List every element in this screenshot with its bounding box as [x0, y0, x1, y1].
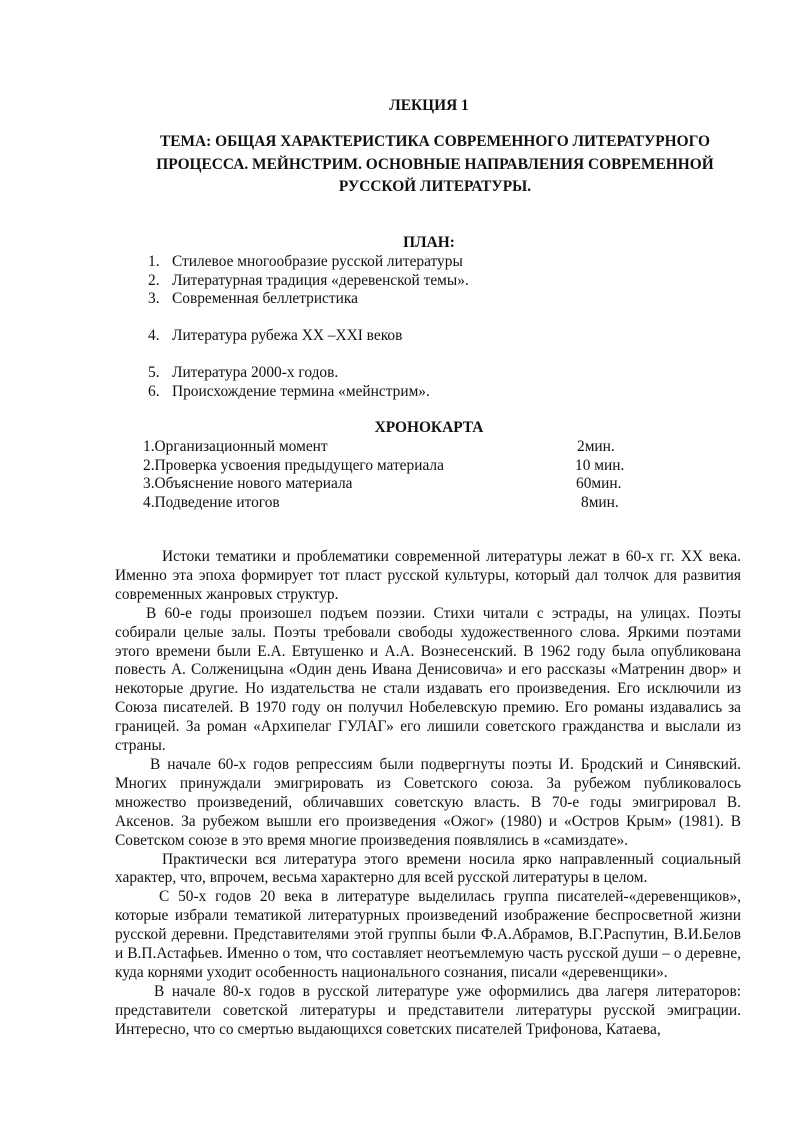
plan-item: [148, 383, 430, 401]
plan-item-number: 3.: [148, 290, 160, 307]
chronocard-step: 4.Подведение итогов: [143, 494, 280, 511]
plan-item: [148, 253, 463, 271]
body-paragraph: С 50-х годов 20 века в литературе выделилась группа писателей-«деревенщиков», которые избрали тематикой литературных произведений изображение беспросветной жизни русской деревни. Представителями этой группы были Ф.А.Абрамов, В.Г.Распутин, В.И.Белов и В.П.Астафьев. Именно о том, что составляет неотъемлемую часть русской души – о деревне, куда корнями уходит особенность национального сознания, писали «деревенщики».: [115, 888, 741, 981]
body-paragraph: В начале 60-х годов репрессиям были подвергнуты поэты И. Бродский и Синявский. Многих принуждали эмигрировать из Советского союза. За рубежом публиковалось множество произведений, обличавших советскую власть. В 70-е годы эмигрировал В. Аксенов. За рубежом вышли его произведения «Ожог» (1980) и «Остров Крым» (1981). В Советском союзе в это время многие произведения появлялись в «самиздате».: [115, 755, 741, 849]
chronocard-time: 10 мин.: [575, 457, 625, 474]
plan-item-text: Современная беллетристика: [172, 290, 358, 307]
chronocard-row: [143, 438, 643, 457]
plan-item: [148, 327, 402, 345]
plan-item-text: Происхождение термина «мейнстрим».: [172, 383, 430, 400]
body-paragraph: Истоки тематики и проблематики современной литературы лежат в 60-х гг. XX века. Именно эта эпоха формирует тот пласт русской культуры, который дал толчок для развития современных жанровых структур.: [115, 548, 741, 603]
chronocard-time: 8мин.: [581, 494, 619, 511]
chronocard-row: [143, 494, 643, 513]
plan-item-number: 2.: [148, 272, 160, 289]
plan-heading: ПЛАН:: [403, 234, 455, 251]
chronocard-time: 2мин.: [577, 438, 615, 455]
chronocard-row: [143, 457, 643, 476]
plan-item-text: Литературная традиция «деревенской темы».: [172, 272, 469, 289]
plan-item-text: Стилевое многообразие русской литературы: [172, 253, 463, 270]
lecture-number-heading: ЛЕКЦИЯ 1: [389, 97, 469, 114]
plan-item: [148, 290, 358, 308]
lecture-body: [115, 548, 741, 1040]
plan-item: [148, 364, 338, 382]
plan-item-text: Литература рубежа XX –XXI веков: [172, 327, 403, 344]
plan-item-number: 4.: [148, 327, 160, 344]
plan-item-number: 5.: [148, 364, 160, 381]
plan-item: [148, 272, 469, 290]
chronocard-step: 3.Объяснение нового материала: [143, 475, 353, 492]
body-paragraph: В 60-е годы произошел подъем поэзии. Стихи читали с эстрады, на улицах. Поэты собирали целые залы. Поэты требовали свободы художественного слова. Яркими поэтами этого времени были Е.А. Евтушенко и А.А. Вознесенский. В 1962 году была опубликована повесть А. Солженицына «Один день Ивана Денисовича» и его рассказы «Матренин двор» и некоторые другие. Но издательства не стали издавать его произведения. Его исключили из Союза писателей. В 1970 году он получил Нобелевскую премию. Его романы издавались за границей. За роман «Архипелаг ГУЛАГ» его лишили советского гражданства и выслали из страны.: [115, 604, 741, 755]
chronocard-time: 60мин.: [576, 475, 622, 492]
chronocard-row: [143, 475, 643, 494]
plan-item-number: 6.: [148, 383, 160, 400]
body-paragraph: В начале 80-х годов в русской литературе уже оформились два лагеря литераторов: представители советской литературы и представители литературы русской эмиграции. Интересно, что со смертью выдающихся советских писателей Трифонова, Катаева,: [115, 982, 741, 1038]
chronocard-step: 1.Организационный момент: [143, 438, 328, 455]
body-paragraph: Практически вся литература этого времени носила ярко направленный социальный характер, что, впрочем, весьма характерно для всей русской литературы в целом.: [115, 850, 741, 887]
plan-item-number: 1.: [148, 253, 160, 270]
chronocard-heading: ХРОНОКАРТА: [374, 419, 484, 436]
lecture-topic-heading: ТЕМА: ОБЩАЯ ХАРАКТЕРИСТИКА СОВРЕМЕННОГО ЛИТЕРАТУРНОГО ПРОЦЕССА. МЕЙНСТРИМ. ОСНОВНЫЕ НАПРАВЛЕНИЯ СОВРЕМЕННОЙ РУССКОЙ ЛИТЕРАТУРЫ.: [156, 133, 714, 195]
plan-item-text: Литература 2000-х годов.: [172, 364, 339, 381]
chronocard-step: 2.Проверка усвоения предыдущего материала: [143, 457, 444, 474]
